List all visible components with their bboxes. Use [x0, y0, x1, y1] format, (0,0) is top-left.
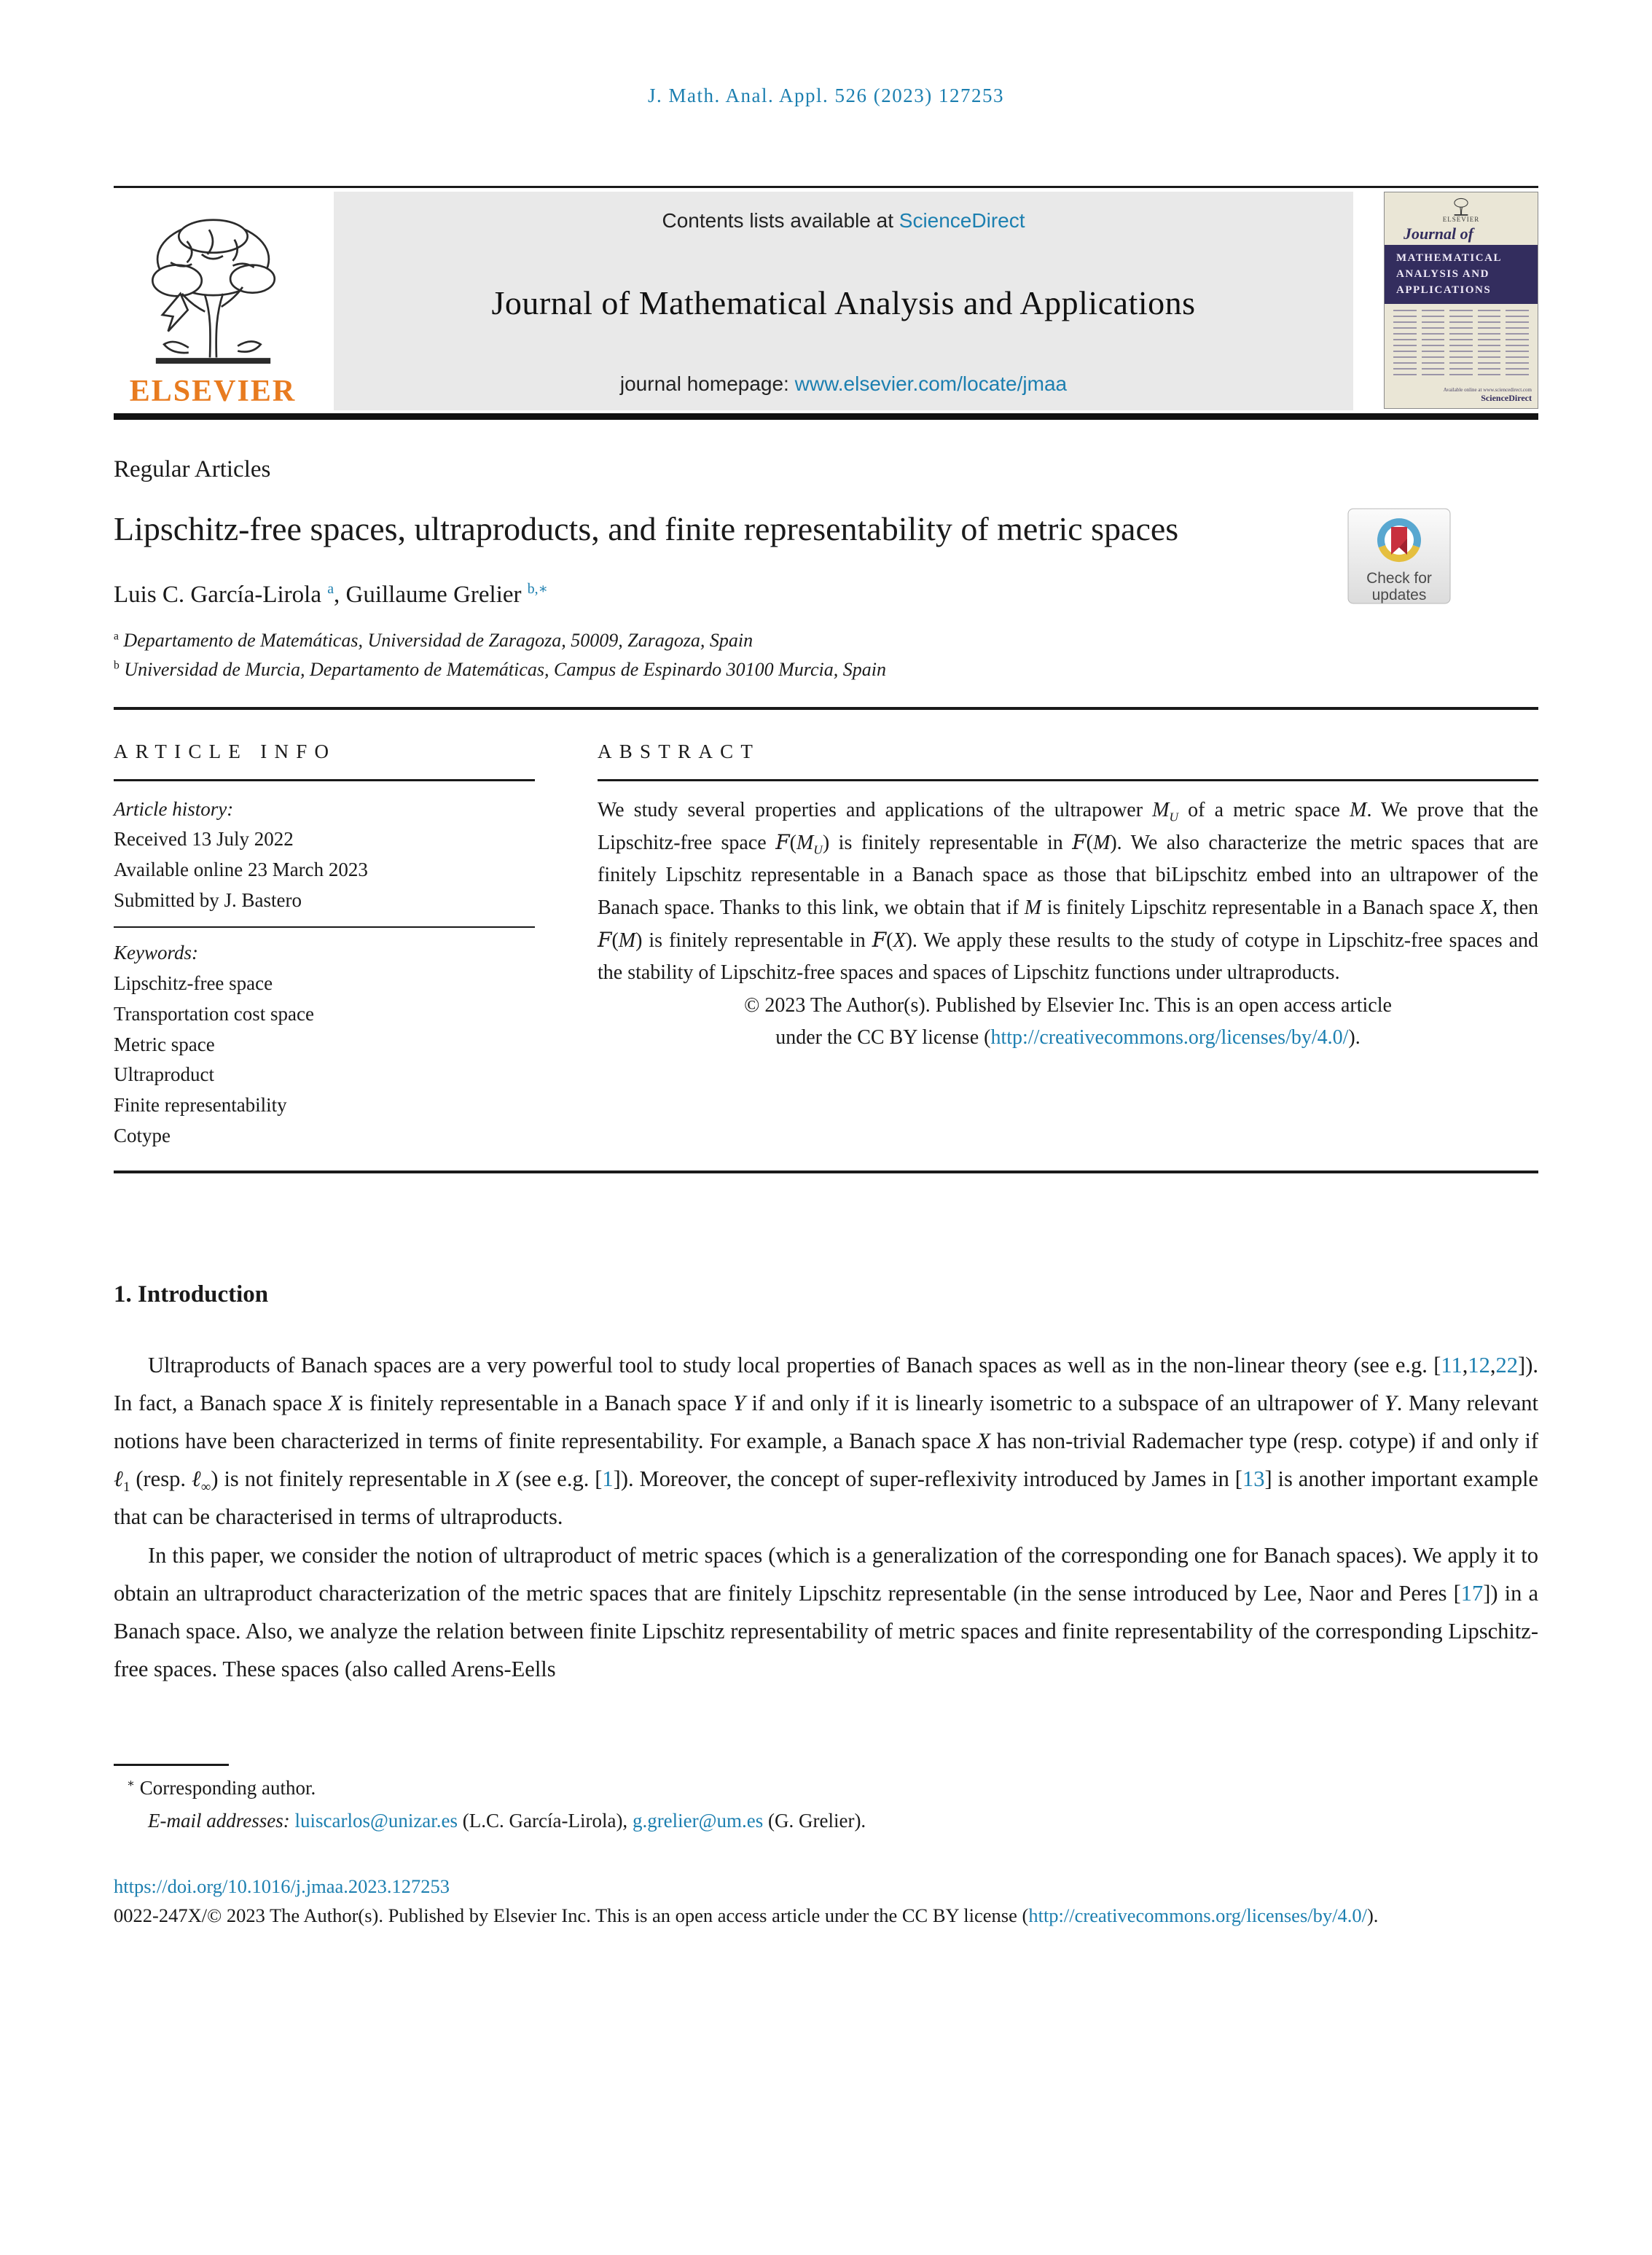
text-segment: ℓ	[191, 1466, 201, 1492]
cover-editor-list-decoration	[1393, 310, 1529, 377]
contents-line	[341, 209, 1346, 232]
abstract-column	[598, 710, 1538, 1055]
keyword-item: Finite representability	[114, 1094, 287, 1117]
text-segment: Ultraproducts of Banach spaces are a very powerful tool to study local properties of Banach spaces as well as in the non-linear theory (see e.g. [	[148, 1352, 1441, 1377]
homepage-prefix: journal homepage:	[619, 372, 795, 395]
text-segment: , then	[1492, 896, 1539, 919]
inline-link[interactable]: 11	[1441, 1352, 1463, 1377]
article-info-heading: ARTICLE INFO	[114, 740, 337, 762]
abstract-copyright-line2	[598, 1022, 1538, 1054]
text-segment: (see e.g. [	[509, 1466, 603, 1492]
text-segment: U	[1169, 810, 1179, 824]
email-addresses-line	[114, 1806, 1538, 1836]
journal-header-banner	[114, 192, 1538, 410]
abstract-heading: ABSTRACT	[598, 740, 761, 762]
text-segment: (	[886, 929, 893, 953]
text-segment: (	[789, 831, 796, 854]
corresponding-author-note	[114, 1773, 1538, 1803]
text-segment: U	[813, 843, 823, 857]
abstract-copyright-line1: © 2023 The Author(s). Published by Elsevier Inc. This is an open access article	[744, 993, 1392, 1017]
intro-paragraph-1	[114, 1346, 1538, 1536]
text-segment: is finitely representable in	[829, 831, 1073, 854]
text-segment: F	[1072, 829, 1087, 854]
text-segment: X	[976, 1429, 991, 1454]
text-segment: M	[796, 831, 814, 854]
text-segment: Y	[1384, 1391, 1397, 1416]
text-segment: under the CC BY license (	[775, 1026, 991, 1050]
text-segment: )	[905, 929, 912, 953]
text-segment: X	[328, 1391, 342, 1416]
text-segment: )	[635, 929, 643, 953]
keyword-item: Transportation cost space	[114, 1002, 314, 1025]
check-for-updates-badge[interactable]	[1347, 508, 1451, 604]
license-line	[114, 1901, 1538, 1930]
footnote-block	[114, 1764, 1538, 1835]
text-segment: X	[496, 1466, 510, 1492]
text-segment: . Many relevant notions have been characterized in terms of finite representability. For example, a Banach space	[114, 1391, 1539, 1454]
text-segment: M	[1092, 831, 1111, 854]
text-segment: b	[114, 659, 120, 672]
text-segment: is finitely Lipschitz representable in a Banach space	[1041, 896, 1481, 919]
sciencedirect-link[interactable]: ScienceDirect	[899, 209, 1025, 232]
text-segment: Corresponding author.	[135, 1777, 316, 1799]
cover-title-line: ANALYSIS AND	[1396, 267, 1489, 280]
inline-link[interactable]: a	[327, 581, 334, 597]
journal-homepage-link[interactable]: www.elsevier.com/locate/jmaa	[794, 372, 1068, 395]
text-segment: ,	[1462, 1352, 1468, 1377]
article-title: Lipschitz-free spaces, ultraproducts, and finite representability of metric spaces	[114, 510, 1179, 547]
cover-title-line: MATHEMATICAL	[1396, 252, 1502, 264]
cover-script-title: Journal of	[1404, 224, 1473, 243]
text-segment: M	[618, 929, 636, 953]
keywords-block	[114, 938, 535, 1152]
text-segment: of a metric space	[1178, 798, 1350, 821]
inline-link[interactable]: 1	[602, 1466, 614, 1492]
cover-available-note: Available online at www.sciencedirect.com	[1443, 387, 1532, 393]
text-segment: Y	[732, 1391, 745, 1416]
history-item: Available online 23 March 2023	[114, 859, 368, 881]
text-segment: (	[611, 929, 619, 953]
elsevier-tree-icon	[131, 208, 295, 371]
text-segment: ℓ	[114, 1466, 123, 1492]
info-abstract-columns	[114, 710, 1538, 1152]
keywords-rule	[114, 926, 535, 928]
keyword-item: Ultraproduct	[114, 1063, 214, 1086]
article-history-label: Article history:	[114, 797, 234, 820]
article-info-column	[114, 710, 535, 1152]
text-segment: is finitely representable in a Banach space	[342, 1391, 733, 1416]
inline-link[interactable]: 22	[1495, 1352, 1519, 1377]
doi-link[interactable]: https://doi.org/10.1016/j.jmaa.2023.127253	[114, 1875, 450, 1898]
abstract-rule	[598, 779, 1538, 781]
text-segment: Luis C. García-Lirola	[114, 582, 328, 608]
inline-link[interactable]: http://creativecommons.org/licenses/by/4.0/	[1028, 1904, 1367, 1927]
inline-link[interactable]: 13	[1242, 1466, 1265, 1492]
inline-link[interactable]: 17	[1460, 1580, 1484, 1606]
inline-link[interactable]: http://creativecommons.org/licenses/by/4.0/	[990, 1026, 1349, 1050]
text-segment: . We also characterize the metric spaces that are finitely Lipschitz representable in a Banach space as those that biLipschitz embed into an ultrapower of the Banach space. Thanks to this link, we obtain that if	[598, 831, 1538, 919]
journal-banner-box	[334, 192, 1353, 410]
homepage-line	[341, 372, 1346, 396]
journal-title: Journal of Mathematical Analysis and Applications	[491, 284, 1196, 321]
elsevier-wordmark: ELSEVIER	[129, 375, 297, 408]
text-segment: M	[1350, 798, 1367, 821]
inline-link[interactable]: 12	[1468, 1352, 1490, 1377]
text-segment: ) is not finitely representable in	[211, 1466, 496, 1492]
text-segment: F	[775, 829, 790, 854]
text-segment: F	[872, 928, 887, 953]
text-segment: ,	[1489, 1352, 1496, 1377]
text-segment: E-mail addresses:	[148, 1809, 295, 1832]
text-segment: (L.C. García-Lirola),	[458, 1809, 633, 1832]
text-segment: (G. Grelier).	[763, 1809, 866, 1832]
badge-text-line2: updates	[1371, 587, 1427, 603]
text-segment: 0022-247X/© 2023 The Author(s). Published by Elsevier Inc. This is an open access article under the CC BY license (	[114, 1904, 1029, 1927]
text-segment: ]). Moreover, the concept of super-reflexivity introduced by James in [	[613, 1466, 1242, 1492]
text-segment: a	[114, 630, 119, 643]
article-history-block	[114, 794, 535, 916]
cover-elsevier-label: ELSEVIER	[1442, 216, 1480, 223]
text-segment: 1	[123, 1480, 130, 1496]
text-segment: is finitely representable in	[642, 929, 872, 953]
section-heading-introduction: 1. Introduction	[114, 1281, 269, 1308]
cover-elsevier-tree-icon	[1450, 197, 1472, 216]
keyword-item: Lipschitz-free space	[114, 972, 273, 994]
text-segment: M	[1024, 896, 1042, 919]
text-segment: Universidad de Murcia, Departamento de Matemáticas, Campus de Espinardo 30100 Murcia, Spain	[119, 659, 886, 681]
article-info-rule	[114, 779, 535, 781]
intro-paragraph-2	[114, 1536, 1538, 1689]
journal-cover-thumbnail[interactable]	[1384, 192, 1538, 409]
journal-citation: J. Math. Anal. Appl. 526 (2023) 127253	[648, 85, 1004, 106]
text-segment: . We prove that the Lipschitz-free space	[598, 798, 1538, 854]
text-segment: ] is another important example that can be characterised in terms of ultraproducts.	[114, 1466, 1538, 1530]
text-segment: X	[1480, 896, 1493, 919]
cover-title-band	[1385, 245, 1538, 304]
cover-sciencedirect-label: ScienceDirect	[1481, 393, 1532, 403]
text-segment: if and only if it is linearly isometric to a subspace of an ultrapower of	[745, 1391, 1385, 1416]
affiliation-b	[114, 655, 1538, 684]
author-line	[114, 582, 1538, 609]
text-segment: ]) in a Banach space. Also, we analyze the relation between finite Lipschitz representability of metric spaces and finite representability of the corresponding Lipschitz-free spaces. These spaces (also called Arens-Eells	[114, 1580, 1539, 1681]
keywords-label: Keywords:	[114, 941, 198, 964]
cover-footer	[1444, 387, 1532, 404]
text-segment: . We apply these results to the study of cotype in Lipschitz-free spaces and the stability of Lipschitz-free spaces and spaces of Lipschitz functions under ultraproducts.	[598, 929, 1539, 985]
text-segment: ∗	[127, 1777, 136, 1791]
text-segment: In this paper, we consider the notion of ultraproduct of metric spaces (which is a generalization of the corresponding one for Banach spaces). We apply it to obtain an ultraproduct characterization of the metric spaces that are finitely Lipschitz representable (in the sense introduced by Lee, Naor and Peres [	[114, 1542, 1538, 1606]
text-segment: )	[1110, 831, 1117, 854]
keyword-item: Metric space	[114, 1033, 215, 1055]
text-segment: ).	[1366, 1904, 1379, 1927]
text-segment: Departamento de Matemáticas, Universidad de Zaragoza, 50009, Zaragoza, Spain	[118, 630, 753, 651]
text-segment: F	[598, 928, 612, 953]
imprint-block	[114, 1872, 1538, 1931]
text-segment: (	[1086, 831, 1093, 854]
header-bottom-divider	[114, 413, 1538, 420]
affiliation-a	[114, 626, 1538, 655]
cover-brand	[1385, 192, 1538, 223]
elsevier-logo	[114, 192, 312, 410]
abstract-text	[598, 794, 1538, 990]
footnote-divider	[114, 1764, 229, 1766]
collection-label: Regular Articles	[114, 456, 271, 482]
text-segment: We study several properties and applications of the ultrapower	[598, 798, 1153, 821]
text-segment: M	[1152, 798, 1170, 821]
text-segment: )	[822, 831, 830, 854]
contents-prefix: Contents lists available at	[662, 209, 899, 232]
affiliations	[114, 626, 1538, 685]
text-segment: (resp.	[130, 1466, 192, 1492]
cover-title-line: APPLICATIONS	[1396, 284, 1492, 296]
history-item: Submitted by J. Bastero	[114, 889, 302, 912]
text-segment: ).	[1348, 1026, 1361, 1050]
text-segment: , Guillaume Grelier	[334, 582, 528, 608]
header-top-divider	[114, 186, 1538, 188]
inline-link[interactable]: b,∗	[527, 581, 549, 597]
text-segment: ]). In fact, a Banach space	[114, 1352, 1538, 1416]
badge-text-line1: Check for	[1366, 570, 1432, 587]
text-segment: X	[893, 929, 906, 953]
keyword-item: Cotype	[114, 1125, 171, 1147]
text-segment: has non-trivial Rademacher type (resp. cotype) if and only if	[990, 1429, 1538, 1454]
inline-link[interactable]: luiscarlos@unizar.es	[294, 1809, 458, 1832]
info-abstract-bottom-divider	[114, 1171, 1538, 1173]
text-segment: ∞	[200, 1480, 211, 1496]
history-item: Received 13 July 2022	[114, 828, 294, 851]
inline-link[interactable]: g.grelier@um.es	[632, 1809, 764, 1832]
